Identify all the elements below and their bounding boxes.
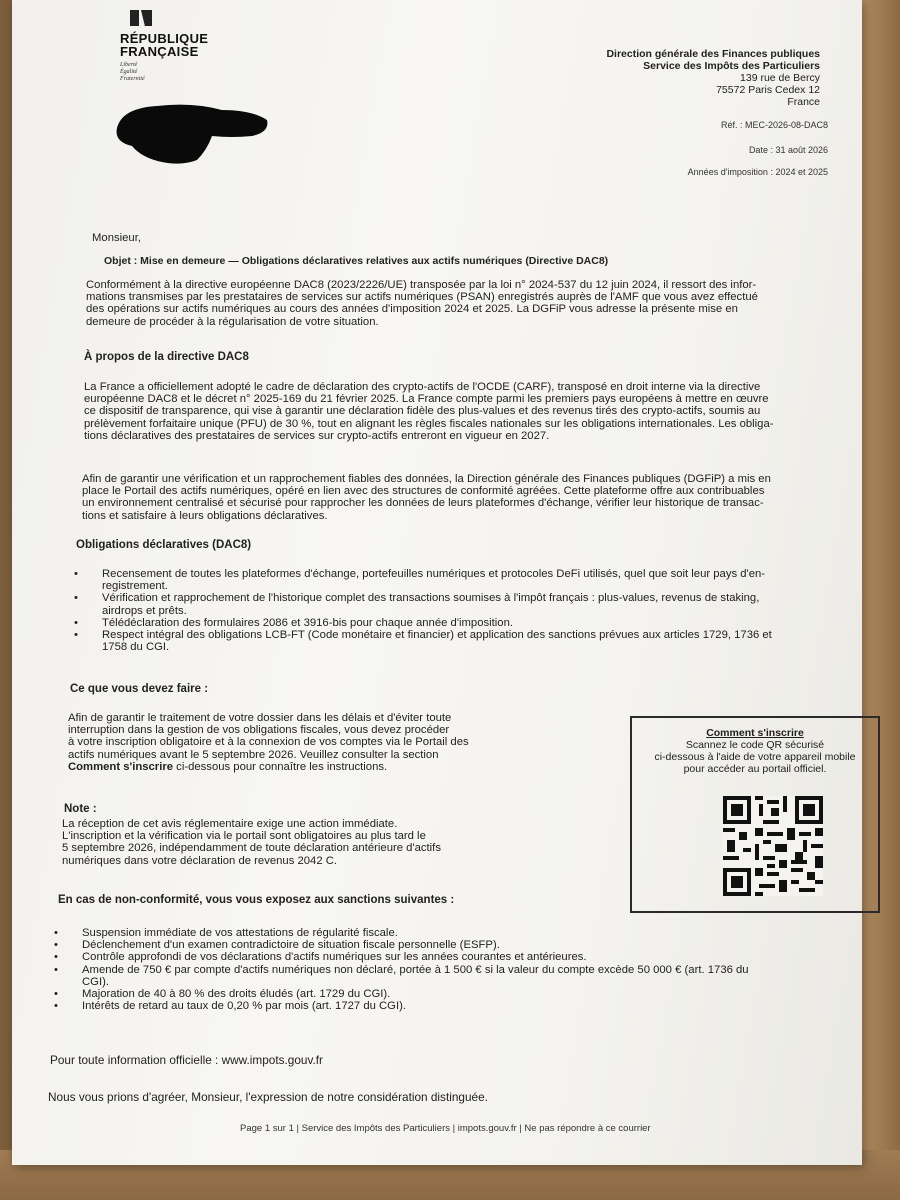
marianne-icon <box>130 10 152 26</box>
list-item-text: Intérêts de retard au taux de 0,20 % par mois (art. 1727 du CGI). <box>82 1000 407 1013</box>
intro-line: des opérations sur actifs numériques au cours des années d'imposition 2024 et 2025. La DGFiP vous adresse la présente mise en <box>86 303 738 316</box>
how-to-register-ref: Comment s'inscrire <box>68 760 174 773</box>
list-item-text: Déclenchement d'un examen contradictoire de situation fiscale personnelle (ESFP). <box>82 939 500 952</box>
section-about-title: À propos de la directive DAC8 <box>84 351 249 363</box>
devise-fraternite: Fraternité <box>120 76 145 82</box>
about-paragraph-1 <box>84 381 774 442</box>
list-item <box>54 964 749 988</box>
bullet: • <box>54 963 58 976</box>
sender-street: 139 rue de Bercy <box>740 72 820 84</box>
note-title: Note : <box>64 803 97 815</box>
about-line: un environnement centralisé et sécurisé pour rapprocher les données de leurs plateformes d'échange, vérifier leur historique de transac- <box>82 497 764 510</box>
list-item-text: Suspension immédiate de vos attestations de régularité fiscale. <box>82 927 398 939</box>
bullet: • <box>74 629 78 642</box>
list-item-text: Vérification et rapprochement de l'historique complet des transactions soumises à l'impôt français : plus-values, revenus de staking, <box>102 592 760 605</box>
sender-line2: Service des Impôts des Particuliers <box>643 60 820 72</box>
registration-box-line: pour accéder au portail officiel. <box>683 763 827 775</box>
salutation: Monsieur, <box>92 232 141 244</box>
bullet: • <box>74 616 78 629</box>
intro-paragraph <box>86 279 758 328</box>
reference: Réf. : MEC-2026-08-DAC8 <box>720 120 828 130</box>
official-info: Pour toute information officielle : www.impots.gouv.fr <box>50 1053 323 1067</box>
bullet: • <box>54 1000 58 1013</box>
logo-devise <box>120 62 208 83</box>
list-item-text: CGI). <box>82 975 109 988</box>
letter-date: Date : 31 août 2026 <box>748 145 828 155</box>
intro-line: mations transmises par les prestataires de services sur actifs numériques (PSAN) enregistrés auprès de l'AMF que vous avez effectué <box>86 291 758 304</box>
registration-box-title: Comment s'inscrire <box>706 727 804 739</box>
about-line: européenne DAC8 et le décret n° 2025-169 du 21 février 2025. La France compte parmi les premiers pays européens à mettre en œuvre <box>84 393 769 406</box>
list-item <box>74 568 772 592</box>
todo-line: interruption dans la gestion de vos obligations fiscales, vous devez procéder <box>68 724 450 737</box>
note-line: La réception de cet avis réglementaire exige une action immédiate. <box>62 818 398 830</box>
tax-years: Années d'imposition : 2024 et 2025 <box>687 167 828 177</box>
list-item-text: registrement. <box>102 580 168 593</box>
todo-line: Afin de garantir le traitement de votre dossier dans les délais et d'éviter toute <box>68 712 452 724</box>
registration-box <box>630 716 880 913</box>
list-item-text: Amende de 750 € par compte d'actifs numériques non déclaré, portée à 1 500 € si la valeur du compte excède 50 000 € (art. 1736 du <box>82 963 749 976</box>
list-item <box>54 939 749 951</box>
section-obligations-title: Obligations déclaratives (DAC8) <box>76 539 252 551</box>
list-item <box>74 617 772 629</box>
sender-address <box>606 48 820 108</box>
about-line: tions et satisfaire à leurs obligations déclaratives. <box>82 509 328 522</box>
registration-box-line: ci-dessous à l'aide de votre appareil mobile <box>654 751 856 763</box>
note-paragraph <box>62 818 441 867</box>
sender-country: France <box>787 96 820 108</box>
republique-francaise-logo <box>120 10 208 83</box>
note-line: numériques dans votre déclaration de revenus 2042 C. <box>62 854 338 867</box>
list-item-text: 1758 du CGI. <box>102 641 170 654</box>
note-line: L'inscription et la vérification via le portail sont obligatoires au plus tard le <box>62 830 426 843</box>
about-line: ce dispositif de transparence, qui vise à garantir une déclaration fidèle des plus-values et des revenus tirés des crypto-actifs, soumis au <box>84 405 761 418</box>
list-item-text: Contrôle approfondi de vos déclarations d'actifs numériques sur les années courantes et antérieures. <box>82 951 587 964</box>
list-item <box>54 1000 749 1012</box>
obligations-list <box>74 568 772 653</box>
letter-subject: Objet : Mise en demeure — Obligations déclaratives relatives aux actifs numériques (Directive DAC8) <box>104 255 609 267</box>
closing-formula: Nous vous prions d'agréer, Monsieur, l'expression de notre considération distinguée. <box>48 1090 488 1104</box>
bullet: • <box>54 927 58 939</box>
logo-francaise: FRANÇAISE <box>120 44 199 59</box>
about-line: prélèvement forfaitaire unique (PFU) de 30 %, tout en alignant les règles fiscales nationales sur les obligations internationales. Les obliga- <box>84 417 774 430</box>
bullet: • <box>54 939 58 952</box>
todo-line-rest: ci-dessous pour connaître les instructions. <box>173 760 388 773</box>
todo-line: actifs numériques avant le 5 septembre 2026. Veuillez consulter la section <box>68 748 439 761</box>
logo-republique: RÉPUBLIQUE <box>120 31 209 46</box>
list-item <box>74 592 772 616</box>
todo-paragraph <box>68 712 469 773</box>
section-sanctions-title: En cas de non-conformité, vous vous exposez aux sanctions suivantes : <box>58 894 455 906</box>
bullet: • <box>74 568 78 580</box>
bullet: • <box>54 988 58 1001</box>
list-item-text: Respect intégral des obligations LCB-FT (Code monétaire et financier) et application des sanctions prévues aux articles 1729, 1736 et <box>102 629 772 642</box>
page-footer: Page 1 sur 1 | Service des Impôts des Particuliers | impots.gouv.fr | Ne pas répondre à ce courrier <box>240 1123 651 1134</box>
intro-line: Conformément à la directive européenne DAC8 (2023/2226/UE) transposée par la loi n° 2024-537 du 12 juin 2024, il ressort des infor- <box>86 279 757 291</box>
intro-line: demeure de procéder à la régularisation de votre situation. <box>86 315 379 328</box>
list-item <box>54 988 749 1000</box>
list-item-text: Télédéclaration des formulaires 2086 et 3916-bis pour chaque année d'imposition. <box>102 616 513 629</box>
about-line: Afin de garantir une vérification et un rapprochement fiables des données, la Direction générale des Finances publiques (DGFiP) a mis en <box>82 473 771 485</box>
table-surface-left <box>0 0 12 1200</box>
list-item-text: airdrops et prêts. <box>102 604 187 617</box>
redacted-recipient <box>112 98 272 168</box>
list-item <box>54 951 749 963</box>
bullet: • <box>74 592 78 605</box>
qr-code-icon[interactable] <box>723 796 823 896</box>
devise-liberte: Liberté <box>120 62 138 68</box>
section-todo-title: Ce que vous devez faire : <box>70 683 209 695</box>
about-line: La France a officiellement adopté le cadre de déclaration des crypto-actifs de l'OCDE (CARF), transposé en droit interne via la directive <box>84 381 761 393</box>
about-line: place le Portail des actifs numériques, opéré en lien avec des structures de conformité agréées. Cette plateforme offre aux contribuables <box>82 485 765 498</box>
todo-line <box>68 761 469 773</box>
devise-egalite: Égalité <box>120 69 138 75</box>
bullet: • <box>54 951 58 964</box>
registration-box-line: Scannez le code QR sécurisé <box>685 739 825 751</box>
sender-city: 75572 Paris Cedex 12 <box>716 84 820 96</box>
list-item <box>74 629 772 653</box>
sender-line1: Direction générale des Finances publiques <box>606 48 820 60</box>
list-item <box>54 927 749 939</box>
sanctions-list <box>54 927 749 1012</box>
letter-page <box>12 0 862 1165</box>
about-line: tions déclaratives des prestataires de services sur crypto-actifs entreront en vigueur en 2027. <box>84 429 550 442</box>
list-item-text: Recensement de toutes les plateformes d'échange, portefeuilles numériques et protocoles DeFi utilisés, quel que soit leur pays d'en- <box>102 568 766 580</box>
list-item-text: Majoration de 40 à 80 % des droits éludés (art. 1729 du CGI). <box>82 988 391 1001</box>
todo-line: à votre inscription obligatoire et à la connexion de vos comptes via le Portail des <box>68 736 469 749</box>
about-paragraph-2 <box>82 473 771 522</box>
note-line: 5 septembre 2026, indépendamment de toute déclaration antérieure d'actifs <box>62 842 441 855</box>
